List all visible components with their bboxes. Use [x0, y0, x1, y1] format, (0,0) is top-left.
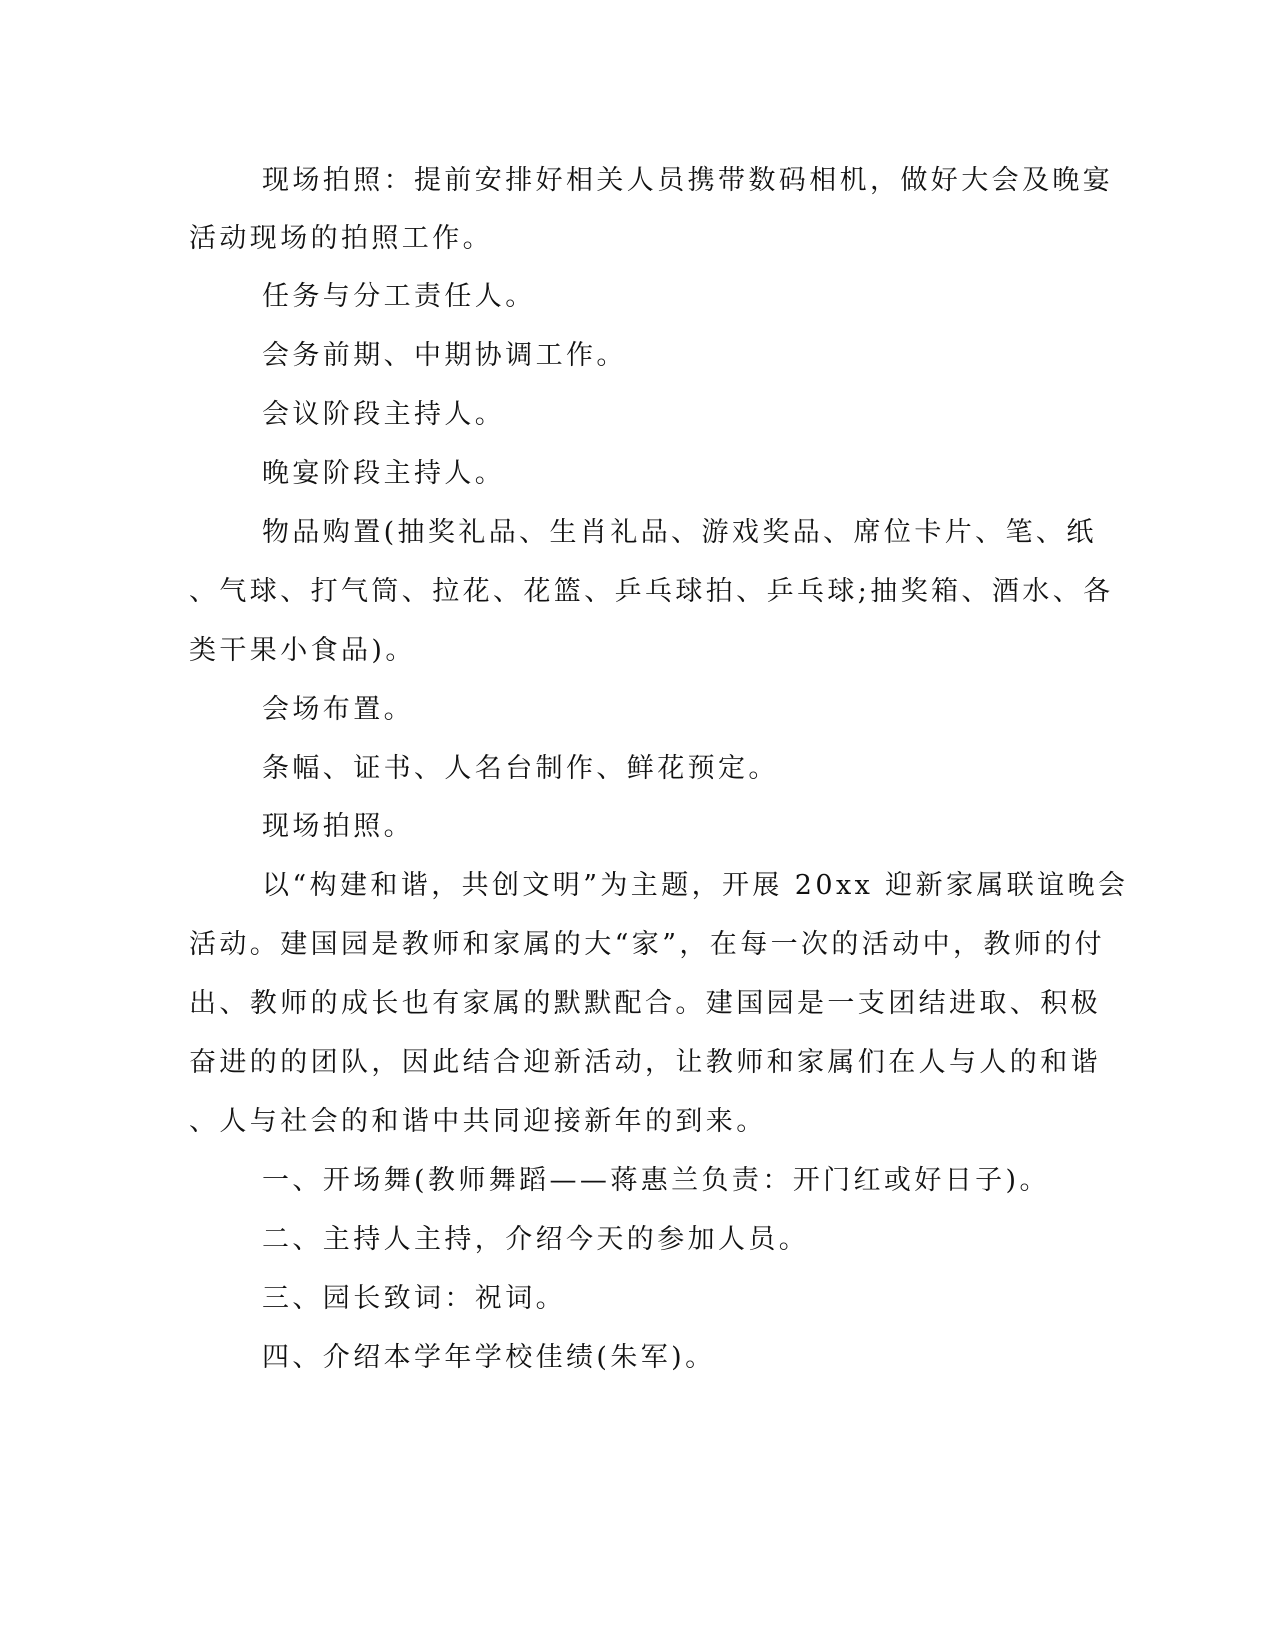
- paragraph-line: 出、教师的成长也有家属的默默配合。建国园是一支团结进取、积极: [189, 988, 1101, 1019]
- paragraph-line: 类干果小食品)。: [189, 635, 416, 666]
- paragraph-line: 奋进的的团队，因此结合迎新活动，让教师和家属们在人与人的和谐: [189, 1047, 1101, 1078]
- paragraph-line: 活动现场的拍照工作。: [189, 223, 493, 254]
- paragraph-line: 、人与社会的和谐中共同迎接新年的到来。: [189, 1106, 767, 1137]
- paragraph-line: 会议阶段主持人。: [262, 399, 506, 430]
- paragraph-line: 物品购置(抽奖礼品、生肖礼品、游戏奖品、席位卡片、笔、纸: [262, 517, 1097, 548]
- paragraph-line: 三、园长致词：祝词。: [262, 1283, 566, 1314]
- paragraph-line: 任务与分工责任人。: [262, 281, 536, 312]
- paragraph-line: 会务前期、中期协调工作。: [262, 340, 627, 371]
- paragraph-line: 二、主持人主持，介绍今天的参加人员。: [262, 1224, 810, 1255]
- paragraph-line: 活动。建国园是教师和家属的大“家”，在每一次的活动中，教师的付: [189, 929, 1106, 960]
- paragraph-line: 会场布置。: [262, 694, 414, 725]
- paragraph-line: 一、开场舞(教师舞蹈——蒋惠兰负责：开门红或好日子)。: [262, 1165, 1050, 1196]
- paragraph-line: 四、介绍本学年学校佳绩(朱军)。: [262, 1342, 716, 1373]
- paragraph-line: 晚宴阶段主持人。: [262, 458, 506, 489]
- paragraph-line: 现场拍照：提前安排好相关人员携带数码相机，做好大会及晚宴: [262, 165, 1114, 196]
- paragraph-line: 条幅、证书、人名台制作、鲜花预定。: [262, 753, 779, 784]
- paragraph-line: 现场拍照。: [262, 811, 414, 842]
- paragraph-line: 以“构建和谐，共创文明”为主题，开展 20xx 迎新家属联谊晚会: [262, 870, 1129, 901]
- paragraph-line: 、气球、打气筒、拉花、花篮、乒乓球拍、乒乓球;抽奖箱、酒水、各: [189, 576, 1114, 607]
